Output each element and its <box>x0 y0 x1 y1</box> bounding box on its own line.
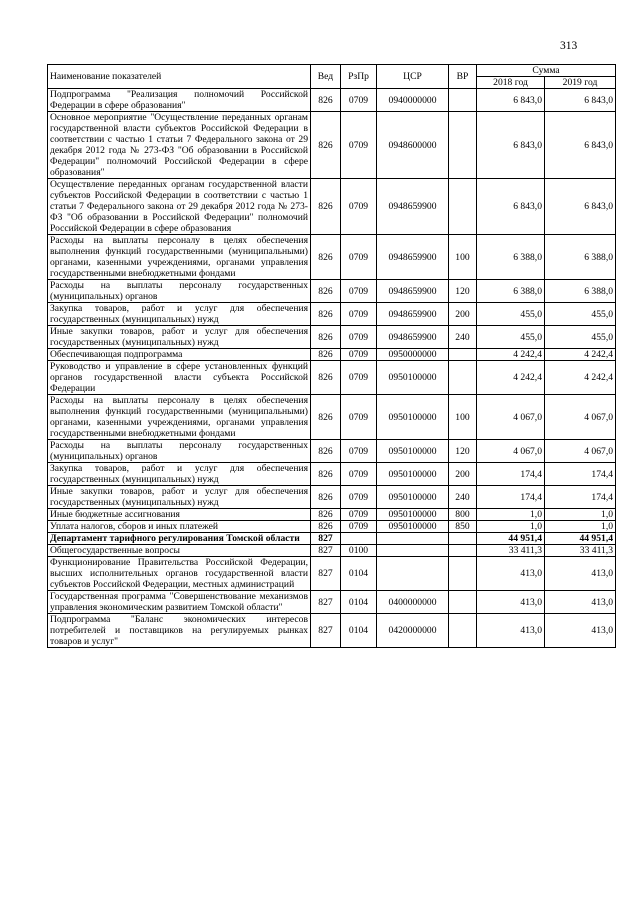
cell-name: Уплата налогов, сборов и иных платежей <box>48 521 311 533</box>
cell-name: Департамент тарифного регулирования Томской области <box>48 533 311 545</box>
cell-sum-2019: 413,0 <box>545 557 616 591</box>
cell-sum-2018: 455,0 <box>477 303 545 326</box>
cell-csr: 0950100000 <box>377 463 449 486</box>
cell-vr <box>449 179 477 235</box>
cell-name: Иные закупки товаров, работ и услуг для обеспечения государственных (муниципальных) нужд <box>48 486 311 509</box>
table-row <box>48 591 616 614</box>
cell-rzpr: 0709 <box>341 280 377 303</box>
cell-sum-2019: 413,0 <box>545 614 616 648</box>
cell-csr: 0950100000 <box>377 395 449 440</box>
cell-ved: 826 <box>311 235 341 280</box>
cell-ved: 827 <box>311 545 341 557</box>
cell-sum-2018: 6 843,0 <box>477 179 545 235</box>
cell-ved: 826 <box>311 509 341 521</box>
cell-sum-2019: 6 843,0 <box>545 89 616 112</box>
cell-csr: 0948659900 <box>377 235 449 280</box>
cell-name: Расходы на выплаты персоналу в целях обеспечения выполнения функций государственными (муниципальными) органами, казенными учреждениями, органами управления государственными внебюджетными фондами <box>48 235 311 280</box>
cell-rzpr: 0709 <box>341 112 377 179</box>
cell-vr <box>449 557 477 591</box>
cell-sum-2018: 4 067,0 <box>477 395 545 440</box>
cell-vr <box>449 545 477 557</box>
cell-name: Иные бюджетные ассигнования <box>48 509 311 521</box>
cell-vr: 200 <box>449 303 477 326</box>
cell-sum-2018: 413,0 <box>477 557 545 591</box>
cell-ved: 826 <box>311 89 341 112</box>
budget-table <box>47 64 616 648</box>
cell-csr: 0940000000 <box>377 89 449 112</box>
table-row <box>48 557 616 591</box>
cell-ved: 826 <box>311 303 341 326</box>
cell-csr <box>377 545 449 557</box>
cell-sum-2019: 44 951,4 <box>545 533 616 545</box>
cell-csr: 0400000000 <box>377 591 449 614</box>
table-row <box>48 463 616 486</box>
cell-vr <box>449 533 477 545</box>
cell-ved: 826 <box>311 349 341 361</box>
cell-sum-2019: 33 411,3 <box>545 545 616 557</box>
cell-sum-2019: 4 242,4 <box>545 361 616 395</box>
cell-ved: 827 <box>311 591 341 614</box>
cell-ved: 826 <box>311 395 341 440</box>
cell-rzpr: 0709 <box>341 179 377 235</box>
page-number: 313 <box>560 40 578 52</box>
cell-csr <box>377 533 449 545</box>
table-row <box>48 440 616 463</box>
cell-rzpr: 0709 <box>341 463 377 486</box>
cell-csr: 0948659900 <box>377 303 449 326</box>
cell-rzpr: 0709 <box>341 521 377 533</box>
cell-sum-2019: 6 388,0 <box>545 235 616 280</box>
cell-csr: 0948600000 <box>377 112 449 179</box>
cell-sum-2018: 413,0 <box>477 614 545 648</box>
cell-rzpr: 0709 <box>341 303 377 326</box>
cell-sum-2018: 4 242,4 <box>477 349 545 361</box>
table-row <box>48 614 616 648</box>
cell-csr: 0420000000 <box>377 614 449 648</box>
header-2019: 2019 год <box>545 77 616 89</box>
header-csr: ЦСР <box>377 65 449 89</box>
cell-name: Иные закупки товаров, работ и услуг для обеспечения государственных (муниципальных) нужд <box>48 326 311 349</box>
cell-ved: 826 <box>311 486 341 509</box>
cell-sum-2019: 455,0 <box>545 303 616 326</box>
cell-sum-2018: 44 951,4 <box>477 533 545 545</box>
header-rzpr: РзПр <box>341 65 377 89</box>
cell-vr: 100 <box>449 235 477 280</box>
cell-rzpr: 0709 <box>341 395 377 440</box>
cell-vr: 120 <box>449 280 477 303</box>
cell-ved: 826 <box>311 463 341 486</box>
cell-sum-2019: 174,4 <box>545 486 616 509</box>
cell-rzpr: 0104 <box>341 614 377 648</box>
cell-ved: 827 <box>311 614 341 648</box>
cell-vr: 240 <box>449 486 477 509</box>
cell-vr: 100 <box>449 395 477 440</box>
header-ved: Вед <box>311 65 341 89</box>
cell-name: Подпрограмма "Баланс экономических интересов потребителей и поставщиков на регулируемых рынках товаров и услуг" <box>48 614 311 648</box>
cell-sum-2018: 174,4 <box>477 463 545 486</box>
cell-name: Осуществление переданных органам государственной власти субъектов Российской Федерации в соответствии с частью 1 статьи 7 Федерального закона от 29 декабря 2012 года № 273-ФЗ "Об образовании в Российской Федерации" полномочий Российской Федерации в сфере образования <box>48 179 311 235</box>
cell-vr: 850 <box>449 521 477 533</box>
cell-vr: 120 <box>449 440 477 463</box>
cell-sum-2018: 1,0 <box>477 521 545 533</box>
cell-csr: 0950100000 <box>377 486 449 509</box>
cell-sum-2018: 4 067,0 <box>477 440 545 463</box>
cell-rzpr: 0104 <box>341 591 377 614</box>
cell-sum-2019: 4 067,0 <box>545 440 616 463</box>
table-row <box>48 280 616 303</box>
cell-name: Основное мероприятие "Осуществление переданных органам государственной власти субъектов Российской Федерации в соответствии с частью 1 статьи 7 Федерального закона от 29 декабря 2012 года № 273-ФЗ "Об образовании в Российской Федерации" полномочий Российской Федерации в сфере образования" <box>48 112 311 179</box>
header-2018: 2018 год <box>477 77 545 89</box>
cell-rzpr <box>341 533 377 545</box>
cell-sum-2018: 6 843,0 <box>477 112 545 179</box>
header-vr: ВР <box>449 65 477 89</box>
cell-rzpr: 0709 <box>341 326 377 349</box>
cell-ved: 826 <box>311 112 341 179</box>
cell-csr: 0950100000 <box>377 509 449 521</box>
cell-sum-2018: 6 388,0 <box>477 235 545 280</box>
cell-vr: 240 <box>449 326 477 349</box>
cell-sum-2019: 455,0 <box>545 326 616 349</box>
cell-ved: 827 <box>311 557 341 591</box>
cell-sum-2019: 6 843,0 <box>545 179 616 235</box>
table-row <box>48 361 616 395</box>
table-row <box>48 521 616 533</box>
cell-ved: 826 <box>311 326 341 349</box>
cell-sum-2019: 1,0 <box>545 509 616 521</box>
cell-ved: 826 <box>311 521 341 533</box>
cell-ved: 827 <box>311 533 341 545</box>
cell-vr <box>449 89 477 112</box>
table-row <box>48 89 616 112</box>
cell-sum-2019: 1,0 <box>545 521 616 533</box>
cell-vr <box>449 591 477 614</box>
table-row <box>48 303 616 326</box>
cell-sum-2018: 455,0 <box>477 326 545 349</box>
cell-sum-2019: 4 242,4 <box>545 349 616 361</box>
table-row <box>48 533 616 545</box>
cell-name: Закупка товаров, работ и услуг для обеспечения государственных (муниципальных) нужд <box>48 463 311 486</box>
cell-name: Обеспечивающая подпрограмма <box>48 349 311 361</box>
cell-vr <box>449 614 477 648</box>
cell-rzpr: 0104 <box>341 557 377 591</box>
cell-csr: 0950100000 <box>377 521 449 533</box>
cell-csr: 0948659900 <box>377 179 449 235</box>
table-row <box>48 326 616 349</box>
cell-name: Государственная программа "Совершенствование механизмов управления экономическим развитием Томской области" <box>48 591 311 614</box>
cell-rzpr: 0100 <box>341 545 377 557</box>
table-row <box>48 486 616 509</box>
table-row <box>48 509 616 521</box>
cell-sum-2018: 1,0 <box>477 509 545 521</box>
cell-name: Подпрограмма "Реализация полномочий Российской Федерации в сфере образования" <box>48 89 311 112</box>
table-row <box>48 395 616 440</box>
table-row <box>48 235 616 280</box>
cell-ved: 826 <box>311 280 341 303</box>
cell-sum-2019: 6 843,0 <box>545 112 616 179</box>
cell-name: Руководство и управление в сфере установленных функций органов государственной власти субъекта Российской Федерации <box>48 361 311 395</box>
cell-sum-2018: 413,0 <box>477 591 545 614</box>
cell-csr: 0950000000 <box>377 349 449 361</box>
cell-rzpr: 0709 <box>341 361 377 395</box>
cell-rzpr: 0709 <box>341 349 377 361</box>
cell-rzpr: 0709 <box>341 235 377 280</box>
table-row <box>48 545 616 557</box>
cell-sum-2018: 6 388,0 <box>477 280 545 303</box>
cell-ved: 826 <box>311 440 341 463</box>
cell-rzpr: 0709 <box>341 89 377 112</box>
cell-sum-2019: 413,0 <box>545 591 616 614</box>
cell-name: Расходы на выплаты персоналу государственных (муниципальных) органов <box>48 280 311 303</box>
cell-sum-2019: 6 388,0 <box>545 280 616 303</box>
cell-vr <box>449 112 477 179</box>
cell-csr: 0950100000 <box>377 440 449 463</box>
cell-name: Расходы на выплаты персоналу государственных (муниципальных) органов <box>48 440 311 463</box>
cell-rzpr: 0709 <box>341 440 377 463</box>
cell-name: Функционирование Правительства Российской Федерации, высших исполнительных органов государственной власти субъектов Российской Федерации, местных администраций <box>48 557 311 591</box>
cell-sum-2019: 174,4 <box>545 463 616 486</box>
cell-sum-2018: 6 843,0 <box>477 89 545 112</box>
table-row <box>48 349 616 361</box>
header-sum: Сумма <box>477 65 616 77</box>
cell-sum-2018: 4 242,4 <box>477 361 545 395</box>
cell-csr: 0950100000 <box>377 361 449 395</box>
cell-csr: 0948659900 <box>377 280 449 303</box>
cell-ved: 826 <box>311 361 341 395</box>
cell-vr <box>449 349 477 361</box>
cell-name: Общегосударственные вопросы <box>48 545 311 557</box>
cell-sum-2018: 174,4 <box>477 486 545 509</box>
cell-vr: 200 <box>449 463 477 486</box>
cell-sum-2018: 33 411,3 <box>477 545 545 557</box>
cell-ved: 826 <box>311 179 341 235</box>
cell-name: Закупка товаров, работ и услуг для обеспечения государственных (муниципальных) нужд <box>48 303 311 326</box>
cell-sum-2019: 4 067,0 <box>545 395 616 440</box>
header-name: Наименование показателей <box>48 65 311 89</box>
cell-csr: 0948659900 <box>377 326 449 349</box>
cell-csr <box>377 557 449 591</box>
table-row <box>48 112 616 179</box>
cell-rzpr: 0709 <box>341 509 377 521</box>
table-row <box>48 179 616 235</box>
cell-vr: 800 <box>449 509 477 521</box>
cell-vr <box>449 361 477 395</box>
cell-name: Расходы на выплаты персоналу в целях обеспечения выполнения функций государственными (муниципальными) органами, казенными учреждениями, органами управления государственными внебюджетными фондами <box>48 395 311 440</box>
cell-rzpr: 0709 <box>341 486 377 509</box>
